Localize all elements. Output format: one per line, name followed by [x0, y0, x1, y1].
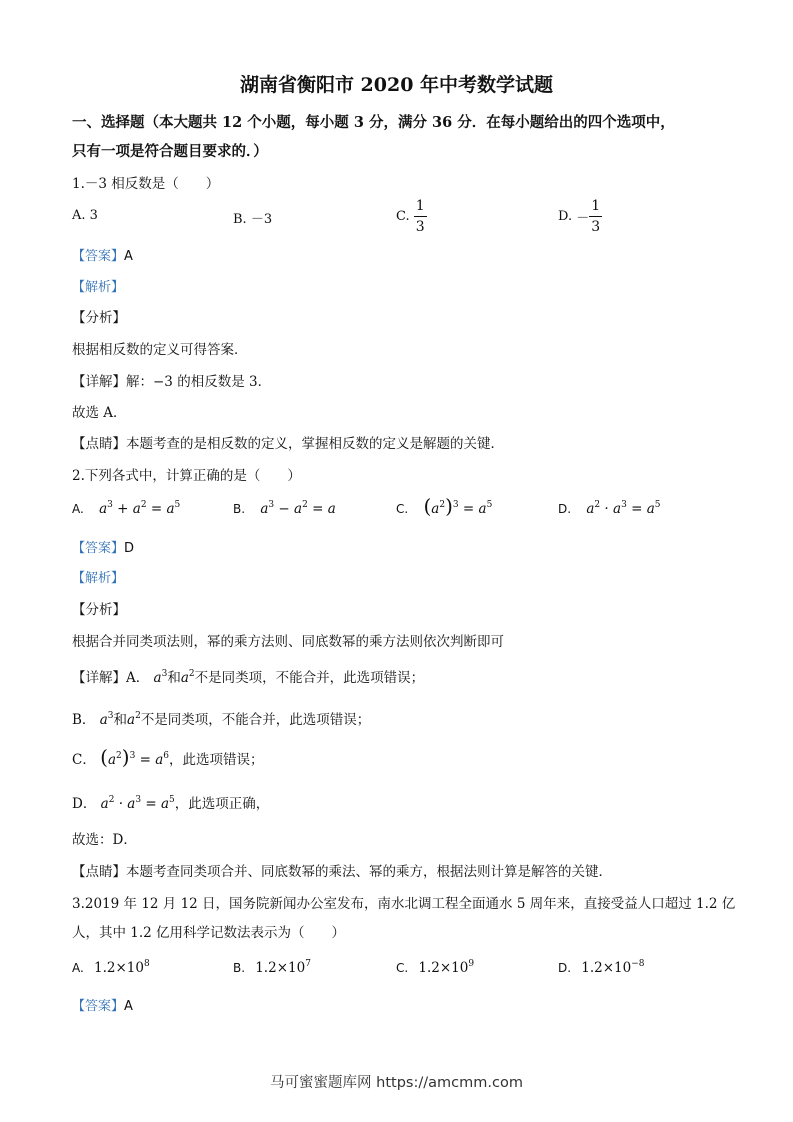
q2-xiangjie-c: C． $(a^2)^3 = a^6$，此选项错误；	[72, 745, 264, 769]
q2-answer: 【答案】D	[72, 541, 135, 556]
q1-option-c-fraction: $\frac{1}{3}$	[415, 198, 425, 235]
q1-answer: 【答案】A	[72, 249, 133, 264]
q1-option-d: D. － $\frac{1}{3}$	[558, 198, 601, 235]
q2-stem: 2.下列各式中，计算正确的是（ ）	[72, 468, 301, 484]
q1-fenxi-label: 【分析】	[72, 310, 126, 326]
q1-fenxi-text: 根据相反数的定义可得答案．	[72, 342, 248, 358]
q2-option-b: B. $a^3 - a^2 = a$	[233, 500, 336, 517]
q1-option-d-fraction: $\frac{1}{3}$	[591, 198, 601, 235]
q2-xiangjie-b: B． $a^3$和$a^2$不是同类项，不能合并，此选项错误；	[72, 711, 371, 728]
q2-choose: 故选：D．	[72, 832, 137, 848]
q1-stem: 1.－3 相反数是（ ）	[72, 176, 220, 192]
q2-option-a: A. $a^3 + a^2 = a^5$	[72, 500, 181, 517]
q1-xiangjie: 【详解】解：−3 的相反数是 3．	[72, 374, 272, 390]
q3-stem-line2: 人，其中 1.2 亿用科学记数法表示为（ ）	[72, 925, 346, 941]
q3-option-c: C. $1.2\times 10^9$	[396, 959, 475, 976]
q2-fenxi-label: 【分析】	[72, 602, 126, 618]
q1-option-a: A. 3	[72, 208, 98, 223]
q3-option-a: A. $1.2\times 10^8$	[72, 959, 150, 976]
q2-dianjing: 【点睛】本题考查同类项合并、同底数幂的乘法、幂的乘方，根据法则计算是解答的关键．	[72, 864, 612, 880]
footer-watermark: 马可蜜蜜题库网 https://amcmm.com	[270, 1075, 523, 1091]
q1-choose: 故选 A．	[72, 405, 127, 421]
q3-option-b: B. $1.2\times 10^7$	[233, 959, 311, 976]
section-heading-line2: 只有一项是符合题目要求的．）	[72, 143, 268, 160]
q2-jiexi-label: 【解析】	[72, 571, 125, 586]
q1-option-c: C. $\frac{1}{3}$	[396, 198, 425, 235]
q2-option-d: D. $a^2 \cdot a^3 = a^5$	[558, 500, 661, 517]
q1-option-b: B. －3	[233, 212, 273, 227]
q1-jiexi-label: 【解析】	[72, 280, 125, 295]
q1-dianjing: 【点睛】本题考查的是相反数的定义，掌握相反数的定义是解题的关键．	[72, 436, 504, 452]
section-heading-line1: 一、选择题（本大题共 12 个小题，每小题 3 分，满分 36 分．在每小题给出的四个选项中，	[72, 114, 675, 131]
q2-xiangjie-d: D． $a^2 \cdot a^3 = a^5$，此选项正确，	[72, 795, 270, 812]
q3-option-d: D. $1.2\times 10^{-8}$	[558, 959, 645, 976]
page-title: 湖南省衡阳市 2020 年中考数学试题	[239, 74, 554, 96]
q3-stem-line1: 3.2019 年 12 月 12 日，国务院新闻办公室发布，南水北调工程全面通水 5 周年来，直接受益人口超过 1.2 亿	[72, 896, 736, 912]
q2-option-c: C. $(a^2)^3 = a^5$	[396, 494, 493, 518]
q3-answer: 【答案】A	[72, 999, 133, 1014]
q2-fenxi-text: 根据合并同类项法则，幂的乘方法则、同底数幂的乘方法则依次判断即可	[72, 634, 504, 650]
q2-xiangjie-a: 【详解】A． $a^3$和$a^2$不是同类项，不能合并，此选项错误；	[72, 669, 425, 686]
